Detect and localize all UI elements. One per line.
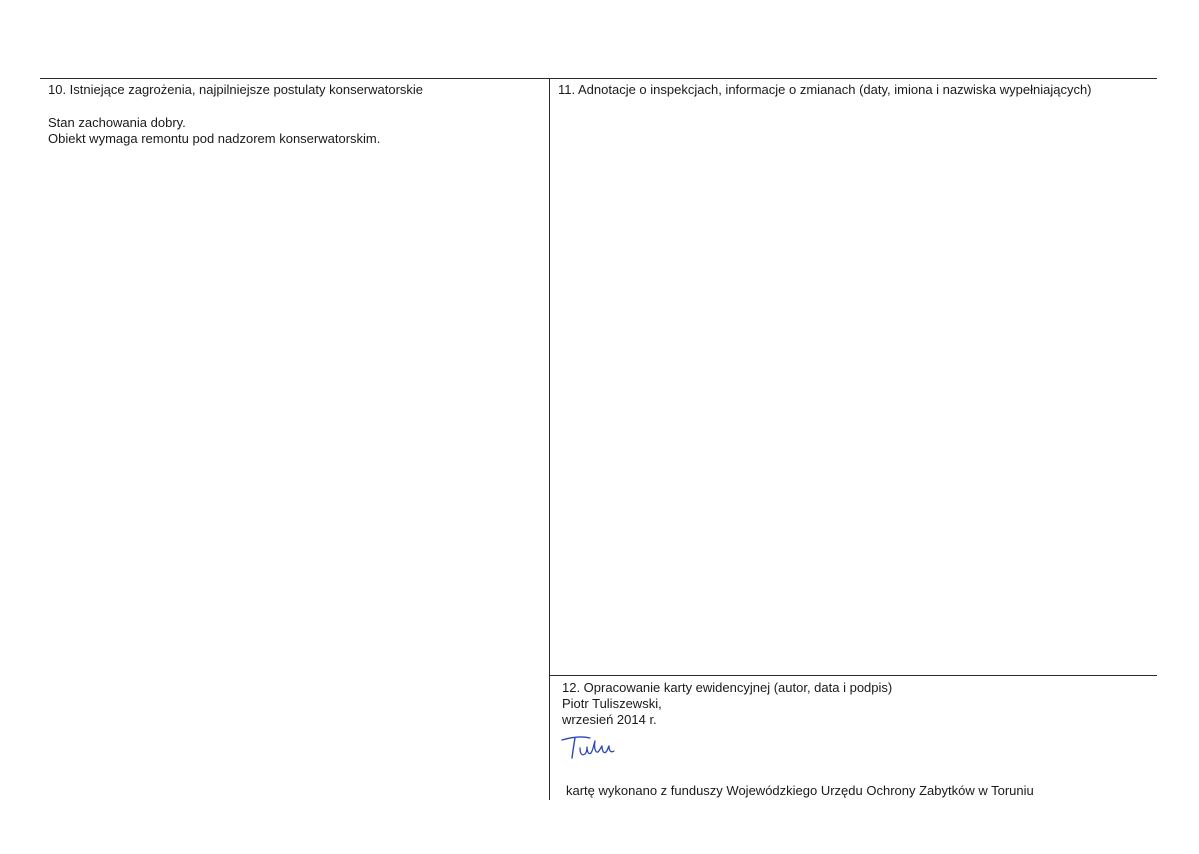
section-11-title: 11. Adnotacje o inspekcjach, informacje o zmianach (daty, imiona i nazwiska wypełniających) xyxy=(558,82,1092,97)
top-divider xyxy=(40,78,1157,79)
handwritten-signature xyxy=(560,732,630,762)
renovation-text: Obiekt wymaga remontu pod nadzorem konserwatorskim. xyxy=(48,131,381,146)
funding-note: kartę wykonano z funduszy Wojewódzkiego Urzędu Ochrony Zabytków w Toruniu xyxy=(566,783,1034,798)
section-10 xyxy=(48,82,423,147)
author-name: Piotr Tuliszewski, xyxy=(562,696,662,711)
section-10-title: 10. Istniejące zagrożenia, najpilniejsze postulaty konserwatorskie xyxy=(48,82,424,97)
section-12-title: 12. Opracowanie karty ewidencyjnej (autor, data i podpis) xyxy=(562,680,893,695)
section-11 xyxy=(558,82,1092,98)
section-12 xyxy=(562,680,892,728)
condition-text: Stan zachowania dobry. xyxy=(48,115,186,130)
section-12-divider xyxy=(549,675,1157,676)
column-divider xyxy=(549,78,550,800)
author-date: wrzesień 2014 r. xyxy=(562,712,657,727)
